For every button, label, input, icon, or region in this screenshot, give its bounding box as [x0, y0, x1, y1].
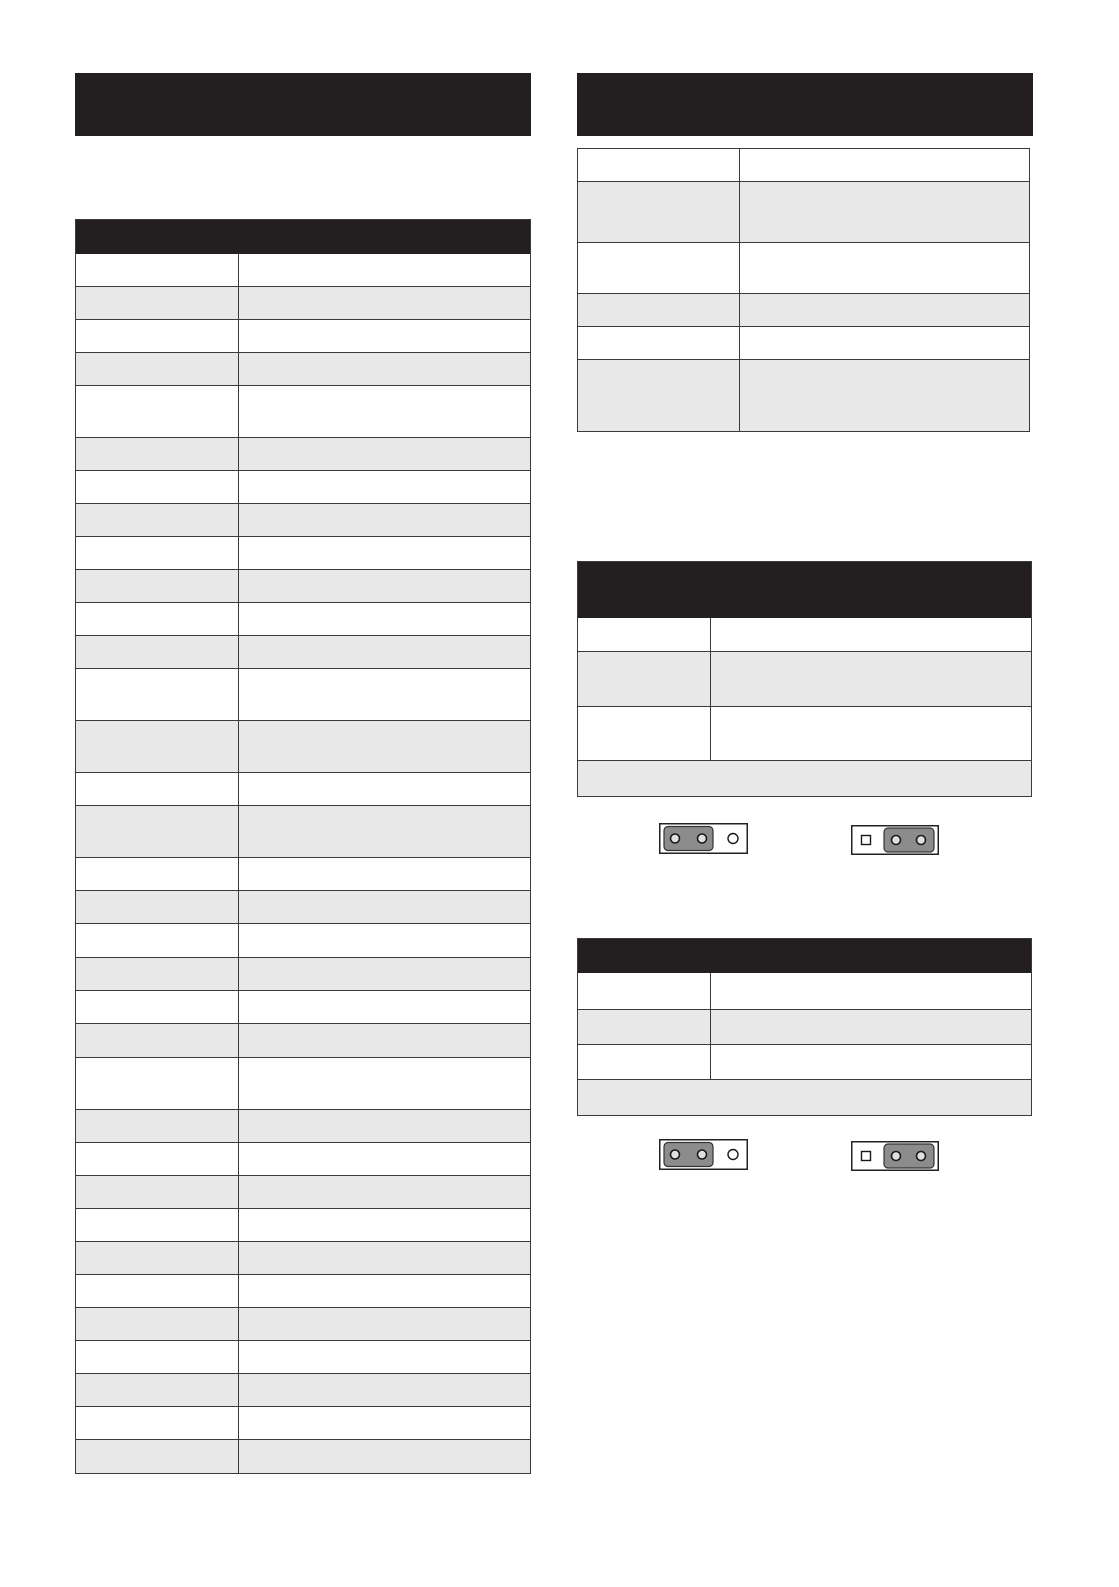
table-cell-label	[578, 182, 740, 242]
table-cell-label	[578, 652, 711, 706]
table-row	[76, 537, 530, 570]
table-cell-value	[239, 504, 531, 536]
table-cell-value	[239, 1209, 531, 1241]
table-cell-label	[578, 973, 711, 1009]
table-cell-label	[76, 891, 239, 923]
table-row	[578, 243, 1029, 294]
table-row	[76, 1176, 530, 1209]
table-cell-label	[76, 1341, 239, 1373]
table-row	[76, 438, 530, 471]
table-header-row	[578, 562, 1031, 618]
table-cell-value	[239, 570, 531, 602]
table-row	[76, 891, 530, 924]
table-cell-value	[239, 438, 531, 470]
table-cell-label	[76, 254, 239, 286]
table-cell-value	[239, 1110, 531, 1142]
table-cell-label	[76, 386, 239, 437]
table-row	[76, 636, 530, 669]
jumper-cap-pins-2-3-icon	[851, 1141, 939, 1171]
jumper-setting-table-1	[577, 561, 1032, 797]
table-row	[578, 182, 1029, 243]
table-cell-label	[578, 360, 740, 431]
table-row	[578, 149, 1029, 182]
table-cell-value	[239, 1341, 531, 1373]
table-row	[76, 1374, 530, 1407]
table-row	[76, 958, 530, 991]
table-cell-label	[76, 1275, 239, 1307]
table-row	[578, 360, 1029, 431]
table-cell-label	[578, 243, 740, 293]
table-row	[578, 618, 1031, 652]
table-cell-value	[239, 773, 531, 805]
table-cell-value	[239, 320, 531, 352]
table-cell-value	[239, 958, 531, 990]
table-cell-value	[239, 1374, 531, 1406]
table-row	[76, 287, 530, 320]
table-cell-note	[578, 1080, 1031, 1115]
table-cell-label	[76, 1058, 239, 1109]
table-cell-value	[740, 243, 1030, 293]
table-cell-value	[239, 1308, 531, 1340]
table-cell-label	[76, 1024, 239, 1057]
table-header-row	[76, 220, 530, 254]
table-cell-label	[76, 858, 239, 890]
table-cell-value	[239, 1176, 531, 1208]
table-cell-label	[578, 294, 740, 326]
table-header-row	[578, 939, 1031, 973]
table-cell-label	[76, 471, 239, 503]
table-row	[76, 570, 530, 603]
jumper-setting-table-2	[577, 938, 1032, 1116]
table-row	[578, 327, 1029, 360]
table-cell-value	[239, 924, 531, 957]
table-cell-label	[76, 320, 239, 352]
table-row	[578, 1045, 1031, 1080]
table-cell-value	[239, 891, 531, 923]
table-cell-value	[711, 1010, 1032, 1044]
table-row	[76, 806, 530, 858]
table-cell-note	[578, 761, 1031, 796]
table-row	[76, 504, 530, 537]
table-row	[76, 1209, 530, 1242]
table-cell-value	[239, 806, 531, 857]
table-cell-label	[578, 618, 711, 651]
table-row	[76, 773, 530, 806]
table-cell-label	[76, 958, 239, 990]
table-row	[76, 1440, 530, 1473]
table-row	[578, 1010, 1031, 1045]
table-row	[76, 320, 530, 353]
table-cell-value	[239, 254, 531, 286]
table-cell-label	[76, 438, 239, 470]
table-row	[76, 858, 530, 891]
table-row	[76, 991, 530, 1024]
table-cell-value	[239, 1407, 531, 1439]
table-cell-value	[239, 721, 531, 772]
table-row	[76, 471, 530, 504]
table-row	[76, 353, 530, 386]
table-cell-value	[711, 652, 1032, 706]
right-section-heading-bar	[577, 73, 1033, 136]
table-cell-value	[239, 1024, 531, 1057]
table-cell-label	[578, 149, 740, 181]
table-cell-value	[711, 1045, 1032, 1079]
table-cell-value	[239, 287, 531, 319]
table-cell-value	[239, 1440, 531, 1473]
table-row	[76, 1110, 530, 1143]
table-cell-value	[740, 327, 1030, 359]
table-cell-label	[76, 669, 239, 720]
table-cell-label	[76, 1176, 239, 1208]
jumper-cap-pins-1-2-icon	[659, 823, 748, 854]
table-row	[578, 1080, 1031, 1115]
table-cell-value	[239, 471, 531, 503]
table-row	[76, 1308, 530, 1341]
table-cell-label	[76, 287, 239, 319]
table-cell-value	[711, 973, 1032, 1009]
table-cell-value	[740, 182, 1030, 242]
right-top-table	[577, 148, 1030, 432]
table-row	[76, 1341, 530, 1374]
table-cell-label	[76, 1143, 239, 1175]
table-cell-value	[711, 707, 1032, 760]
jumper-cap-pins-2-3-icon	[851, 825, 939, 855]
table-row	[76, 386, 530, 438]
table-cell-label	[76, 537, 239, 569]
table-cell-value	[239, 537, 531, 569]
table-cell-value	[239, 1143, 531, 1175]
table-cell-label	[76, 1209, 239, 1241]
table-row	[76, 1275, 530, 1308]
table-cell-label	[76, 1308, 239, 1340]
table-cell-value	[239, 1275, 531, 1307]
table-cell-value	[740, 294, 1030, 326]
table-row	[76, 1407, 530, 1440]
table-cell-value	[740, 360, 1030, 431]
table-cell-label	[76, 721, 239, 772]
table-row	[76, 1242, 530, 1275]
table-row	[578, 294, 1029, 327]
table-cell-label	[76, 636, 239, 668]
table-row	[76, 924, 530, 958]
table-row	[76, 1143, 530, 1176]
left-section-heading-bar	[75, 73, 531, 136]
table-cell-label	[76, 806, 239, 857]
table-row	[578, 707, 1031, 761]
table-cell-label	[76, 773, 239, 805]
table-cell-label	[76, 570, 239, 602]
table-cell-value	[239, 858, 531, 890]
table-row	[76, 1058, 530, 1110]
table-cell-label	[76, 1407, 239, 1439]
table-cell-label	[76, 1242, 239, 1274]
table-cell-value	[239, 1058, 531, 1109]
table-row	[578, 652, 1031, 707]
table-row	[76, 603, 530, 636]
table-row	[76, 254, 530, 287]
table-row	[76, 721, 530, 773]
table-cell-label	[578, 707, 711, 760]
table-cell-label	[578, 1010, 711, 1044]
table-cell-value	[239, 991, 531, 1023]
table-cell-value	[711, 618, 1032, 651]
table-cell-value	[239, 386, 531, 437]
table-cell-label	[76, 1110, 239, 1142]
table-row	[578, 761, 1031, 796]
table-cell-value	[239, 669, 531, 720]
table-cell-label	[76, 504, 239, 536]
table-cell-value	[239, 353, 531, 385]
table-cell-label	[76, 924, 239, 957]
table-cell-value	[740, 149, 1030, 181]
table-cell-label	[578, 327, 740, 359]
table-cell-value	[239, 1242, 531, 1274]
table-cell-value	[239, 603, 531, 635]
table-cell-label	[578, 1045, 711, 1079]
table-cell-label	[76, 603, 239, 635]
table-cell-label	[76, 1440, 239, 1473]
left-specification-table	[75, 219, 531, 1474]
jumper-cap-pins-1-2-icon	[659, 1139, 748, 1170]
table-cell-label	[76, 353, 239, 385]
table-cell-label	[76, 1374, 239, 1406]
table-cell-label	[76, 991, 239, 1023]
table-row	[76, 669, 530, 721]
table-cell-value	[239, 636, 531, 668]
table-row	[76, 1024, 530, 1058]
table-row	[578, 973, 1031, 1010]
